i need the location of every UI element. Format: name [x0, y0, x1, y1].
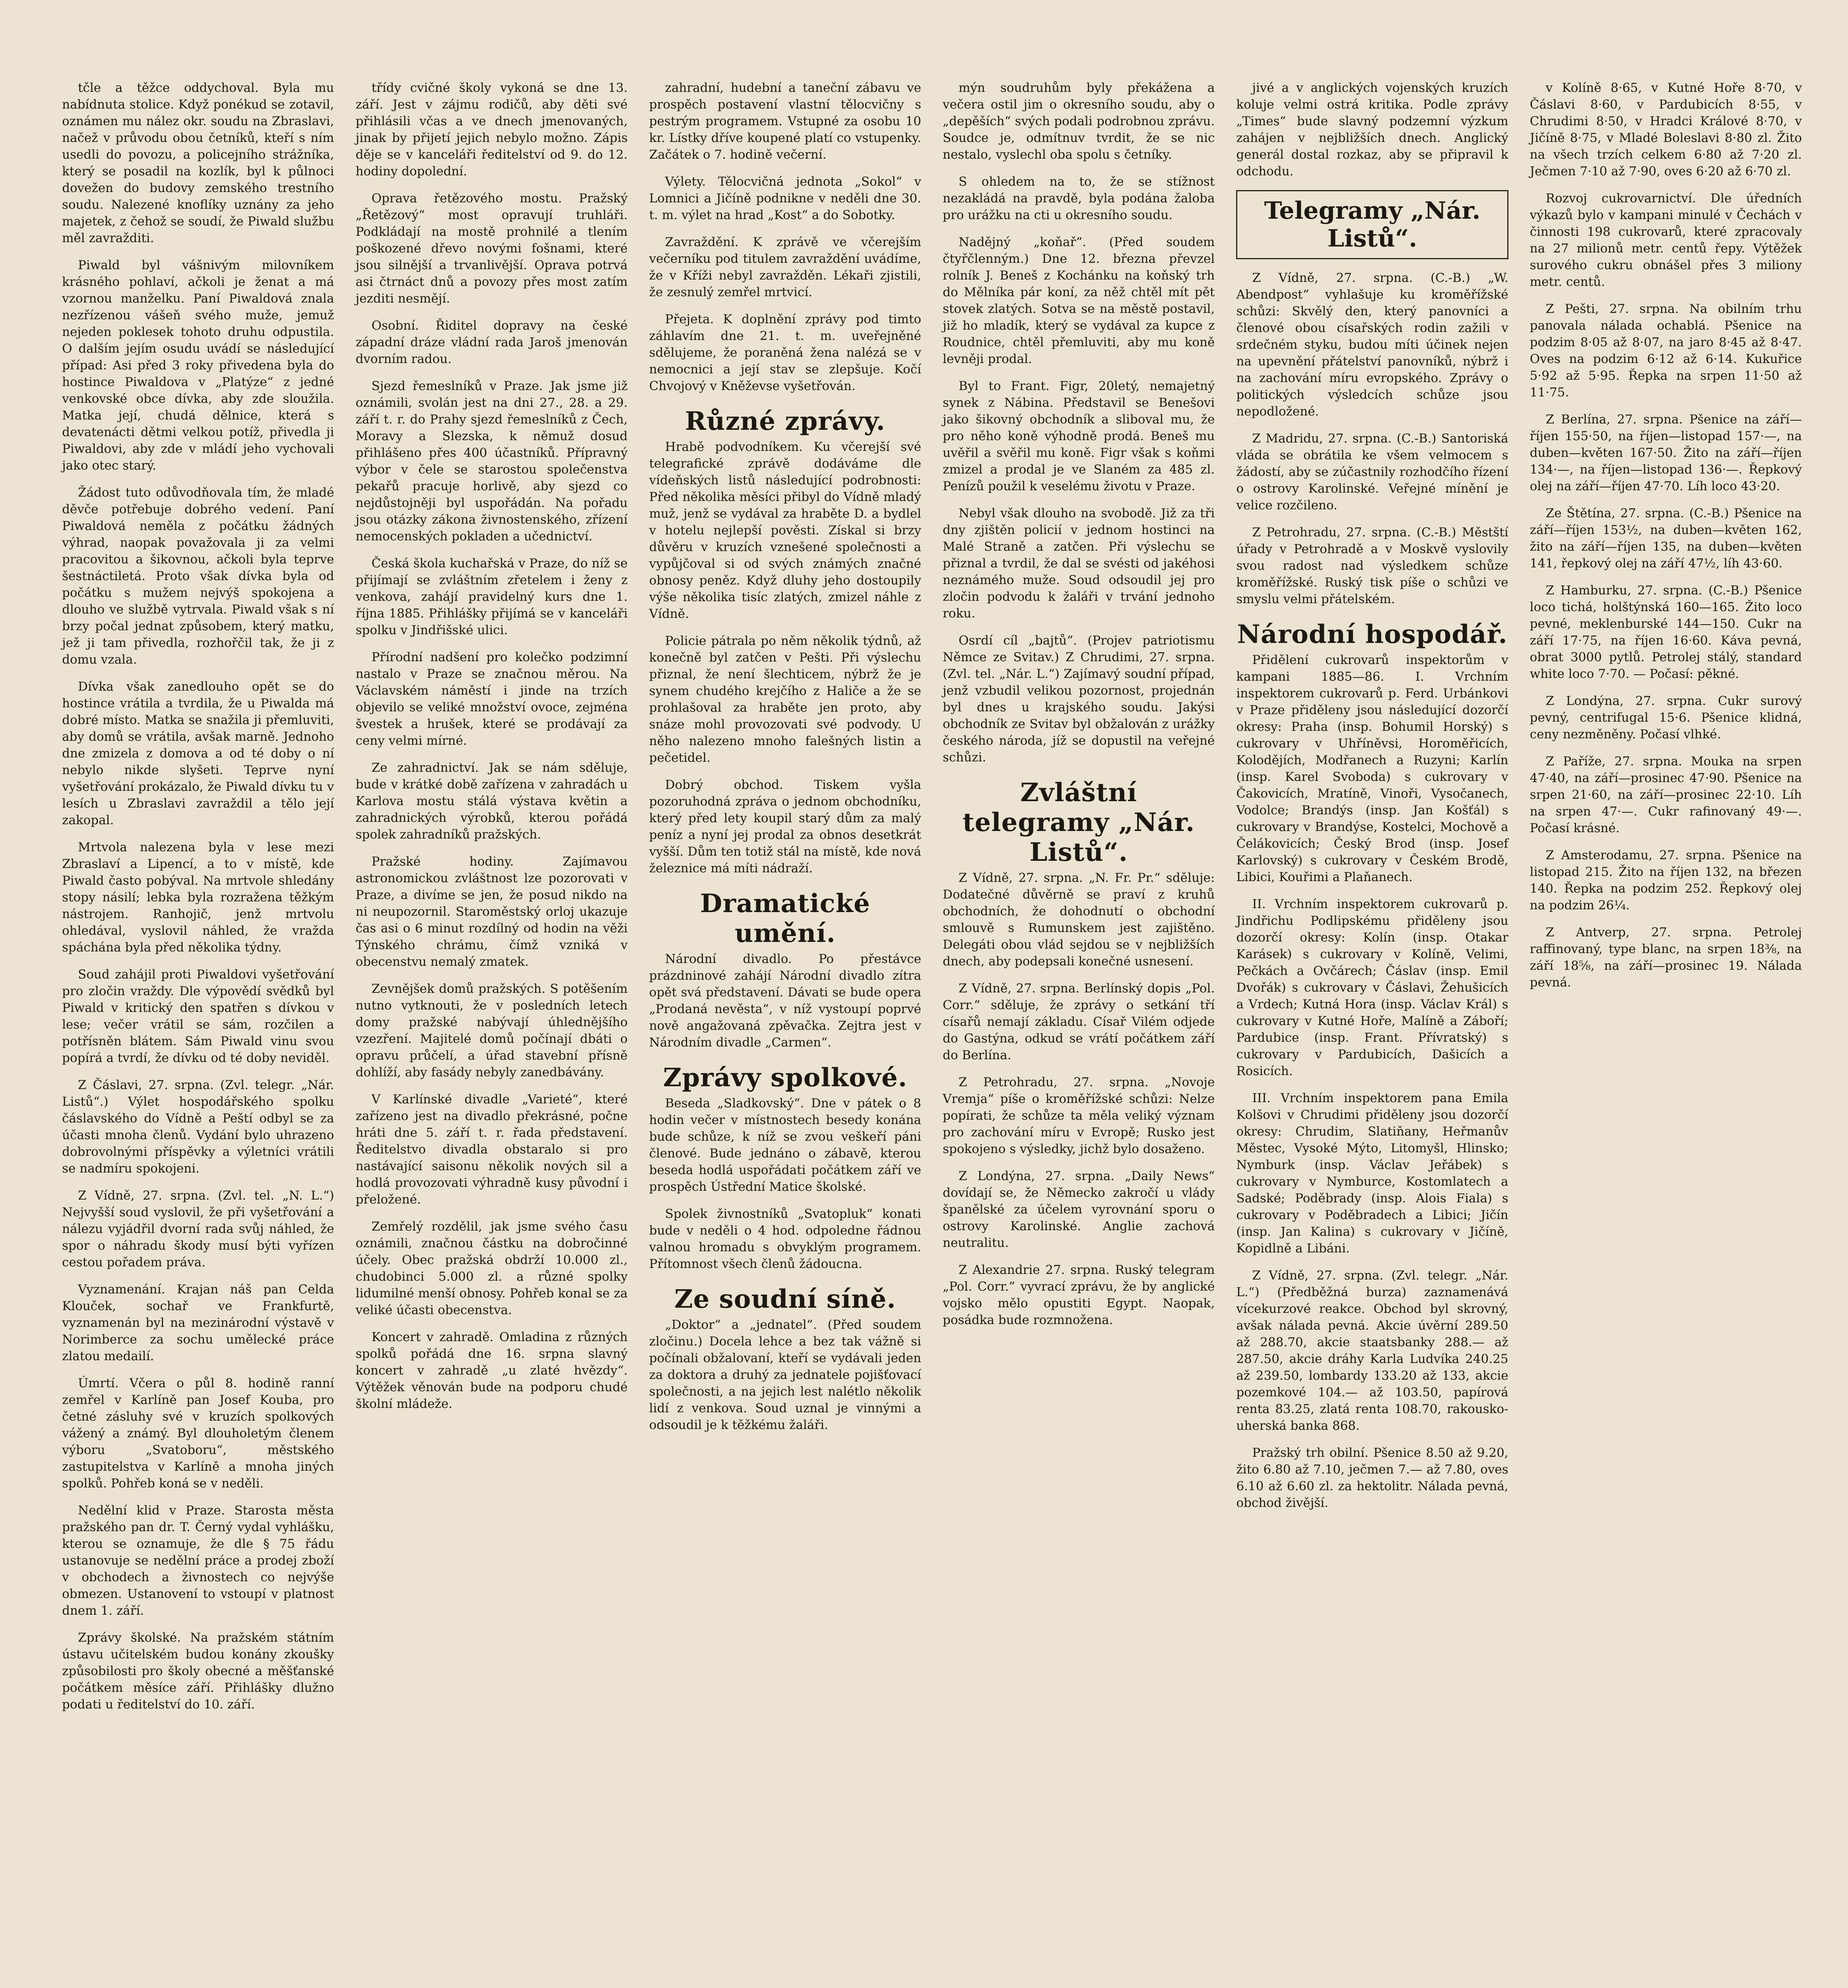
article-paragraph: Pražské hodiny. Zajímavou astronomickou zvláštnost lze pozorovati v Praze, a divíme se jen, že posud nikdo na ni neupozornil. Staroměstský orloj ukazuje čas asi o 6 minut rozdílný od hodin na věži Týnského chrámu, čímž vzniká v obecenstvu nemalý zmatek. — [355, 854, 628, 969]
article-paragraph: Z Hamburku, 27. srpna. (C.-B.) Pšenice loco tichá, holštýnská 160—165. Žito loco pevné, meklenburské 144—150. Cukr na září 17·75, na říjen 16·60. Káva pevná, obrat 3000 pytlů. Petrolej stálý, standard white loco 7·70. — Počasí: pěkné. — [1530, 583, 1802, 681]
article-paragraph: Žádost tuto odůvodňovala tím, že mladé děvče potřebuje dobrého vedení. Paní Piwaldová neměla z počátku žádných výhrad, naopak považovala ji za velmi pracovitou a šikovnou, ačkoli byla teprve šestnáctiletá. Proto však dívka byla od počátku s mužem nejvýš spokojena a dlouho ve službě vytrvala. Piwald však s ní brzy počal jednat způsobem, který matku, jež ji tam přivedla, rozhořčil tak, že ji z domu vzala. — [62, 485, 334, 667]
article-paragraph: Vyznamenání. Krajan náš pan Celda Klouček, sochař ve Frankfurtě, vyznamenán byl na mezinárodní výstavě v Norimberce za sochu umělecké práce zlatou medailí. — [62, 1282, 334, 1363]
article-paragraph: Z Pešti, 27. srpna. Na obilním trhu panovala nálada ochablá. Pšenice na podzim 8·05 až 8·07, na jaro 8·45 až 8·47. Oves na podzim 6·12 až 6·14. Kukuřice 5·92 až 5·95. Řepka na srpen 11·50 až 11·75. — [1530, 302, 1802, 400]
article-paragraph: Koncert v zahradě. Omladina z různých spolků pořádá dne 16. srpna slavný koncert v zahradě „u zlaté hvězdy“. Výtěžek věnován bude na podporu chudé školní mládeže. — [355, 1330, 628, 1411]
article-paragraph: Spolek živnostníků „Svatopluk“ konati bude v neděli o 4 hod. odpoledne řádnou valnou hromadu s obvyklým programem. Přítomnost všech členů žádoucna. — [649, 1207, 921, 1271]
article-paragraph: III. Vrchním inspektorem pana Emila Kolšovi v Chrudimi přiděleny jsou dozorčí okresy: Chrudim, Slatiňany, Heřmanův Městec, Vysoké Mýto, Litomyšl, Hlinsko; Nymburk (insp. Václav Jeřábek) s cukrovary v Nymburce, Kostomlatech a Sadské; Poděbrady (insp. Alois Fiala) s cukrovary v Poděbradech a Libici; Jičín (insp. Jan Kalina) s cukrovary v Jičíně, Kopidlně a Libáni. — [1236, 1091, 1508, 1256]
article-paragraph: Přidělení cukrovarů inspektorům v kampani 1885—86. I. Vrchním inspektorem cukrovarů p. Ferd. Urbánkovi v Praze přiděleny jsou následující dozorčí okresy: Praha (insp. Bohumil Horský) s cukrovary v Uhříněvsi, Horoměřicích, Kolodějích, Modřanech a Ruzyni; Karlín (insp. Karel Svoboda) s cukrovary v Čakovicích, Mratíně, Vinoři, Vysočanech, Vodolce; Brandýs (insp. Jan Košťál) s cukrovary v Brandýse, Kostelci, Mochově a Čelákovicích; Český Brod (insp. Josef Karlovský) s cukrovary v Českém Brodě, Libici, Kouřimi a Plaňanech. — [1236, 653, 1508, 884]
article-paragraph: Z Antverp, 27. srpna. Petrolej raffinovaný, type blanc, na srpen 18⅜, na září 18⅝, na září—prosinec 19. Nálada pevná. — [1530, 925, 1802, 990]
columns — [60, 80, 1804, 1988]
article-paragraph: Hrabě podvodníkem. Ku včerejší své telegrafické zprávě dodáváme dle vídeňských listů následující podrobnosti: Před několika měsíci přibyl do Vídně mladý muž, jenž se vydával za hraběte D. a bydlel v hotelu nejlepší pověsti. Získal si brzy důvěru v kruzích vznešené společnosti a vypůjčoval si od svých známých značné obnosy peněz. Když dluhy jeho dostoupily výše několika tisíc zlatých, zmizel náhle z Vídně. — [649, 440, 921, 621]
article-paragraph: V Karlínské divadle „Varieté“, které zařízeno jest na divadlo překrásné, počne hráti dne 5. září t. r. řada představení. Ředitelstvo divadla obstaralo si pro nastávající saisonu několik nových sil a hodlá provozovati výhradně kusy původní i přeložené. — [355, 1092, 628, 1207]
article-paragraph: Ze Štětína, 27. srpna. (C.-B.) Pšenice na září—říjen 153½, na duben—květen 162, žito na září—říjen 135, na duben—květen 141, řepkový olej na září 47½, líh 43·60. — [1530, 506, 1802, 571]
article-paragraph: Z Alexandrie 27. srpna. Ruský telegram „Pol. Corr.“ vyvrací zprávu, že by anglické vojsko mělo opustiti Egypt. Naopak, posádka bude rozmnožena. — [942, 1263, 1215, 1327]
article-paragraph: Pražský trh obilní. Pšenice 8.50 až 9.20, žito 6.80 až 7.10, ječmen 7.— až 7.80, oves 6.10 až 6.60 zl. za hektolitr. Nálada pevná, obchod živější. — [1236, 1446, 1508, 1510]
article-paragraph: Z Madridu, 27. srpna. (C.-B.) Santoriská vláda se obrátila ke všem velmocem s žádostí, aby se zúčastnily rozhodčího řízení o ostrovy Karolinské. Veřejné mínění je velice rozčileno. — [1236, 431, 1508, 513]
section-heading: Různé zprávy. — [685, 406, 885, 436]
article-paragraph: Mrtvola nalezena byla v lese mezi Zbraslaví a Lipencí, a to v místě, kde Piwald často pobýval. Na mrtvole shledány stopy násilí; lebka byla rozražena těžkým nástrojem. Ranhojič, jenž mrtvolu ohledával, vyslovil náhled, že vražda spáchána byla před několika týdny. — [62, 840, 334, 955]
boxed-section-heading: Telegramy „Nár. Listů“. — [1236, 190, 1508, 259]
article-paragraph: Z Čáslavi, 27. srpna. (Zvl. telegr. „Nár. Listů“.) Výlet hospodářského spolku čáslavského do Vídně a Peští odbyl se za účasti mnoha členů. Vydání bylo uhrazeno dobrovolnými příspěvky a výletníci vrátili se nadmíru spokojeni. — [62, 1078, 334, 1176]
article-paragraph: Úmrtí. Včera o půl 8. hodině ranní zemřel v Karlíně pan Josef Kouba, pro četné zásluhy své v kruzích spolkových vážený a známý. Byl dlouholetým členem výboru „Svatoboru“, městského zastupitelstva v Karlíně a mnoha jiných spolků. Pohřeb koná se v neděli. — [62, 1376, 334, 1491]
article-paragraph: Osobní. Řiditel dopravy na české západní dráze vládní rada Jaroš jmenován dvorním radou. — [355, 318, 628, 366]
article-paragraph: v Kolíně 8·65, v Kutné Hoře 8·70, v Čáslavi 8·60, v Pardubicích 8·55, v Chrudimi 8·50, v Hradci Králové 8·70, v Jičíně 8·75, v Mladé Boleslavi 8·80 zl. Žito na všech trzích celkem 6·80 až 7·20 zl. Ječmen 7·10 až 7·90, oves 6·20 až 6·70 zl. — [1530, 81, 1802, 179]
section-heading: Zprávy spolkové. — [663, 1063, 907, 1093]
article-paragraph: Z Amsterodamu, 27. srpna. Pšenice na listopad 215. Žito na říjen 132, na březen 140. Řepka na podzim 252. Řepkový olej na podzim 26¼. — [1530, 848, 1802, 912]
article-paragraph: Z Vídně, 27. srpna. (C.-B.) „W. Abendpost“ vyhlašuje ku kroměřížské schůzi: Skvělý den, který panovníci a členové obou císařských rodin zažili v srdečném styku, budou míti účinek nejen na upevnění přátelství panovníků, nýbrž i na zachování míru evropského. Zprávy o politických výsledcích schůze jsou nepodložené. — [1236, 271, 1508, 419]
column-3 — [647, 80, 924, 1988]
article-paragraph: Z Londýna, 27. srpna. Cukr surový pevný, centrifugal 15·6. Pšenice klidná, ceny nezměněny. Počasí vlhké. — [1530, 694, 1802, 742]
article-paragraph: Policie pátrala po něm několik týdnů, až konečně byl zatčen v Pešti. Při výslechu přiznal, že není šlechticem, nýbrž že je synem chudého krejčího z Haliče a že se prohlašoval za hraběte jen proto, aby snáze mohl provozovati své podvody. U něho nalezeno mnoho falešných listin a pečetidel. — [649, 634, 921, 765]
article-paragraph: Byl to Frant. Figr, 20letý, nemajetný synek z Nábina. Představil se Benešovi jako šikovný obchodník a sliboval mu, že pro něho koně výhodně prodá. Beneš mu uvěřil a svěřil mu koně. Figr však s koňmi zmizel a prodal je ve Slaném za 485 zl. Penízů použil k veselému životu v Praze. — [942, 379, 1215, 493]
article-paragraph: Česká škola kuchařská v Praze, do níž se přijímají se zvláštním zřetelem i ženy z venkova, zahájí pravidelný kurs dne 1. října 1885. Přihlášky přijímá se v kanceláři spolku v Jindřišské ulici. — [355, 556, 628, 637]
article-paragraph: zahradní, hudební a taneční zábavu ve prospěch postavení vlastní tělocvičny s pestrým programem. Vstupné za osobu 10 kr. Lístky dříve koupené platí co vstupenky. Začátek o 7. hodině večerní. — [649, 81, 921, 162]
article-paragraph: Zavraždění. K zprávě ve včerejším večerníku pod titulem zavraždění uvádíme, že v Kříži nebyl zavražděn. Lékaři zjistili, že zesnulý zemřel mrtvicí. — [649, 235, 921, 299]
article-paragraph: S ohledem na to, že se stížnost nezakládá na pravdě, byla podána žaloba pro urážku na cti u okresního soudu. — [942, 175, 1215, 222]
article-paragraph: Z Berlína, 27. srpna. Pšenice na září—říjen 155·50, na říjen—listopad 157·—, na duben—květen 167·50. Žito na září—říjen 134·—, na říjen—listopad 136·—. Řepkový olej na září—říjen 47·70. Líh loco 43·20. — [1530, 412, 1802, 493]
article-paragraph: Nebyl však dlouho na svobodě. Již za tři dny zjištěn policií v jednom hostinci na Malé Straně a zatčen. Při výslechu se přiznal a tvrdil, že dal se svésti od jakéhosi neznámého muže. Soud odsoudil jej pro zločin podvodu k žaláři v trvání jednoho roku. — [942, 506, 1215, 621]
article-paragraph: Přírodní nadšení pro kolečko podzimní nastalo v Praze se značnou měrou. Na Václavském náměstí i jinde na trzích objevilo se veliké množství ovoce, zejména švestek a hrušek, které se prodávají za ceny velmi mírné. — [355, 650, 628, 748]
article-paragraph: Z Paříže, 27. srpna. Mouka na srpen 47·40, na září—prosinec 47·90. Pšenice na srpen 21·60, na září—prosinec 22·10. Líh na srpen 47·—. Cukr rafinovaný 49·—. Počasí krásné. — [1530, 754, 1802, 835]
article-paragraph: Z Londýna, 27. srpna. „Daily News“ dovídají se, že Německo zakročí u vlády španělské za účelem vyrovnání sporu o ostrovy Karolinské. Anglie zachová neutralitu. — [942, 1169, 1215, 1250]
article-paragraph: Z Vídně, 27. srpna. (Zvl. telegr. „Nár. L.“) (Předběžná burza) zaznamenává vícekurzové reakce. Obchod byl skrovný, avšak nálada pevná. Akcie úvěrní 289.50 až 288.70, akcie staatsbanky 288.— až 287.50, akcie dráhy Karla Ludvíka 240.25 až 239.50, lombardy 133.20 až 133, akcie pozemkové 104.— až 103.50, papírová renta 83.25, zlatá renta 108.70, rakousko-uherská banka 868. — [1236, 1268, 1508, 1433]
column-4 — [940, 80, 1217, 1988]
article-paragraph: Zprávy školské. Na pražském státním ústavu učitelském budou konány zkoušky způsobilosti pro školy obecné a měšťanské počátkem měsíce září. Přihlášky dlužno podati u ředitelství do 10. září. — [62, 1631, 334, 1712]
article-paragraph: Oprava řetězového mostu. Pražský „Řetězový“ most opravují truhláři. Podkládají na mostě prohnilé a tlením poškozené dřevo novými fošnami, které jsou silnější a trvanlivější. Oprava potrvá asi čtrnáct dnů a povozy přes most zatím jezditi nesmějí. — [355, 191, 628, 306]
article-paragraph: Národní divadlo. Po přestávce prázdninové zahájí Národní divadlo zítra opět svá představení. Dávati se bude opera „Prodaná nevěsta“, v níž vystoupí poprvé nově angažovaná zpěvačka. Zejtra jest v Národním divadle „Carmen“. — [649, 952, 921, 1050]
article-paragraph: Výlety. Tělocvičná jednota „Sokol“ v Lomnici a Jičíně podnikne v neděli dne 30. t. m. výlet na hrad „Kost“ a do Sobotky. — [649, 175, 921, 222]
column-2 — [353, 80, 630, 1988]
article-paragraph: Dívka však zanedlouho opět se do hostince vrátila a tvrdila, že u Piwalda má dobré místo. Matka se snažila ji přemluviti, aby domů se vrátila, avšak marně. Jednoho dne zmizela z domova a od té doby o ní nebylo nikde slyšeti. Teprve nyní vyšetřování prokázalo, že Piwald dívku tu v lesích u Zbraslavi zavraždil a tělo její zakopal. — [62, 679, 334, 827]
article-paragraph: Přejeta. K doplnění zprávy pod timto záhlavím dne 21. t. m. uveřejněné sdělujeme, že poraněná žena nalézá se v nemocnici a její stav se zlepšuje. Kočí Chvojový v Kněževse vyšetřován. — [649, 312, 921, 393]
article-paragraph: Sjezd řemeslníků v Praze. Jak jsme již oznámili, svolán jest na dni 27., 28. a 29. září t. r. do Prahy sjezd řemeslníků z Čech, Moravy a Slezska, k němuž dosud přihlášeno přes 400 účastníků. Přípravný výbor v čele se starostou společenstva pekařů pracuje horlivě, aby sjezd co nejdůstojněji byl uspořádán. Na pořadu jsou otázky zákona živnostenského, zřízení nemocenských pokladen a učednictví. — [355, 379, 628, 544]
section-heading: Dramatické umění. — [700, 889, 870, 948]
article-paragraph: Ze zahradnictví. Jak se nám sděluje, bude v krátké době zařízena v zahradách u Karlova mostu stálá výstava květin a zahradnických výrobků, kterou pořádá spolek zahradníků pražských. — [355, 761, 628, 842]
column-6 — [1528, 80, 1804, 1988]
article-paragraph: Piwald byl vášnivým milovníkem krásného pohlaví, ačkoli je ženat a má vzornou manželku. Paní Piwaldová znala nezřízenou vášeň svého muže, jemuž nejeden poklesek tohoto druhu odpustila. O dalším jejím osudu uvádí se následující případ: Asi před 3 roky přivedena byla do hostince Piwaldova v „Platýze“ z jedné venkovské obce dívka, aby zde sloužila. Matka její, chudá dělnice, která s devatenácti dětmi velkou potíž, přivedla ji Piwaldovi, aby zde v mládí jeho vychovali jako otec starý. — [62, 258, 334, 473]
article-paragraph: Osrdí cíl „bajtů“. (Projev patriotismu Němce ze Svitav.) Z Chrudimi, 27. srpna. (Zvl. tel. „Nár. L.“) Zajímavý soudní případ, jenž vzbudil velikou pozornost, projednán byl dnes u krajského soudu. Jakýsi obchodník ze Svitav byl obžalován z urážky českého národa, jíž se dopustil na veřejné schůzi. — [942, 633, 1215, 765]
section-heading: Zvláštní telegramy „Nár. Listů“. — [962, 778, 1195, 867]
article-paragraph: tčle a těžce oddychoval. Byla mu nabídnuta stolice. Když ponékud se zotavil, oznámen mu nález okr. soudu na Zbraslavi, načež v průvodu obou četníků, kteří s ním usedli do povozu, a policejního strážníka, který se posadil na kozlík, byl k půlnoci dovežen do budovy zemského trestního soudu. Nalezené knoflíky uznány za jeho majetek, z čehož se soudí, že Piwald službu měl zavražditi. — [62, 81, 334, 245]
article-paragraph: Z Petrohradu, 27. srpna. (C.-B.) Městští úřady v Petrohradě a v Moskvě vyslovily svou radost nad výsledkem schůze kroměřížské. Ruský tisk píše o schůzi ve smyslu velmi přátelském. — [1236, 525, 1508, 606]
article-paragraph: Zevnějšek domů pražských. S potěšením nutno vytknouti, že v posledních letech domy pražské nabývají úhlednějšího vzezření. Majitelé domů počínají dbáti o opravu průčelí, a úřad stavební přísně dohlíží, aby fasády nebyly zanedbávány. — [355, 982, 628, 1079]
section-heading: Ze soudní síně. — [674, 1284, 896, 1314]
article-paragraph: Z Vídně, 27. srpna. (Zvl. tel. „N. L.“) Nejvyšší soud vyslovil, že při vyšetřování a nálezu vyjádřil dvorní rada svůj náhled, že spor o náhradu škody musí býti vyřízen cestou pořadem práva. — [62, 1188, 334, 1270]
article-paragraph: Beseda „Sladkovský“. Dne v pátek o 8 hodin večer v místnostech besedy konána bude schůze, k níž se zvou veškeří páni členové. Bude jednáno o zábavě, kterou beseda hodlá uspořádati počátkem září ve prospěch Ústřední Matice školské. — [649, 1096, 921, 1194]
article-paragraph: Nadějný „koňař“. (Před soudem čtyřčlenným.) Dne 12. března převzel rolník J. Beneš z Kochánku na koňský trh do Mělníka pár koní, za něž chtěl mít pět stovek zlatých. Sotva se na městě postavil, již ho mladík, který se vydával za kupce z Roudnice, chtěl přemluviti, aby mu koně levněji prodal. — [942, 235, 1215, 366]
article-paragraph: Zemřelý rozdělil, jak jsme svého času oznámili, značnou částku na dobročinné účely. Obec pražská obdrží 10.000 zl., chudobinci 5.000 zl. a různé spolky lidumilné menší obnosy. Pohřeb konal se za veliké účasti obecenstva. — [355, 1219, 628, 1317]
article-paragraph: jivé a v anglických vojenských kruzích koluje velmi ostrá kritika. Podle zprávy „Times“ bude slavný podzemní výzkum zahájen v nejbližších dnech. Anglický generál dostal rozkaz, aby se připravil k odchodu. — [1236, 81, 1508, 179]
article-paragraph: „Doktor“ a „jednatel“. (Před soudem zločinu.) Docela lehce a bez tak vážně si počínali obžalovaní, kteří se vydávali jeden za doktora a druhý za jednatele pojišťovací společnosti, a na jejich lest nalétlo několik lidí z venkova. Soud uznal je vinnými a odsoudil je k těžkému žaláři. — [649, 1318, 921, 1432]
column-1 — [60, 80, 336, 1988]
article-paragraph: Z Vídně, 27. srpna. „N. Fr. Pr.“ sděluje: Dodatečné důvěrně se praví z kruhů obchodních, že dohodnutí o obchodní smlouvě s Rumunskem jest zajištěno. Delegáti obou vlád sejdou se v nejbližších dnech, aby podepsali konečné usnesení. — [942, 871, 1215, 969]
article-paragraph: Rozvoj cukrovarnictví. Dle úředních výkazů bylo v kampani minulé v Čechách v činnosti 198 cukrovarů, které zpracovaly na 27 milionů metr. centů řepy. Výtěžek surového cukru obnášel přes 3 miliony metr. centů. — [1530, 191, 1802, 289]
article-paragraph: Nedělní klid v Praze. Starosta města pražského pan dr. T. Černý vydal vyhlášku, kterou se oznamuje, že dle § 75 řádu ustanovuje se nedělní práce a prodej zboží v obchodech a živnostech co nejvýše obmezen. Ustanovení to vstoupí v platnost dnem 1. září. — [62, 1503, 334, 1618]
article-paragraph: třídy cvičné školy vykoná se dne 13. září. Jest v zájmu rodičů, aby děti své přihlásili včas a ve dnech jmenovaných, jinak by přijetí jejich nebylo možno. Zápis děje se v kanceláři ředitelství od 9. do 12. hodiny dopolední. — [355, 81, 628, 179]
article-paragraph: mýn soudruhům byly překážena a večera ostil jim o okresního soudu, aby o „depěších“ svých podali podrobnou zprávu. Soudce je, odmítnuv tvrdit, že se nic nestalo, vyslechl oba spolu s četníky. — [942, 81, 1215, 162]
column-5 — [1234, 80, 1510, 1988]
article-paragraph: Soud zahájil proti Piwaldovi vyšetřování pro zločin vraždy. Dle výpovědí svědků byl Piwald v kritický den spatřen s dívkou v lese; večer vrátil se sám, rozčilen a potřísněn blátem. Sám Piwald vinu svou popírá a tvrdí, že dívku od té doby neviděl. — [62, 967, 334, 1065]
article-paragraph: Dobrý obchod. Tiskem vyšla pozoruhodná zpráva o jednom obchodníku, který před lety koupil starý dům za malý peníz a nyní jej prodal za obnos desetkrát vyšší. Dům ten totiž stál na místě, kde nová železnice má míti nádraží. — [649, 778, 921, 876]
article-paragraph: Z Vídně, 27. srpna. Berlínský dopis „Pol. Corr.“ sděluje, že zprávy o setkání tří císařů nemají základu. Císař Vilém odjede do Gastýna, odkud se vrátí počátkem září do Berlína. — [942, 981, 1215, 1062]
article-paragraph: II. Vrchním inspektorem cukrovarů p. Jindřichu Podlipskému přiděleny jsou dozorčí okresy: Kolín (insp. Otakar Karásek) s cukrovary v Kolíně, Velimi, Pečkách a Ovčárech; Čáslav (insp. Emil Dvořák) s cukrovary v Čáslavi, Žehušicích a Vrdech; Kutná Hora (insp. Václav Král) s cukrovary v Kutné Hoře, Malíně a Záboří; Pardubice (insp. Frant. Přívratský) s cukrovary v Pardubicích, Dašicích a Rosicích. — [1236, 897, 1508, 1078]
article-paragraph: Z Petrohradu, 27. srpna. „Novoje Vremja“ píše o kroměřížské schůzi: Nelze popírati, že schůze ta měla veliký význam pro zachování míru v Evropě; Rusko jest spokojeno s výsledky, jichž bylo dosaženo. — [942, 1075, 1215, 1156]
section-heading: Národní hospodář. — [1237, 619, 1508, 649]
